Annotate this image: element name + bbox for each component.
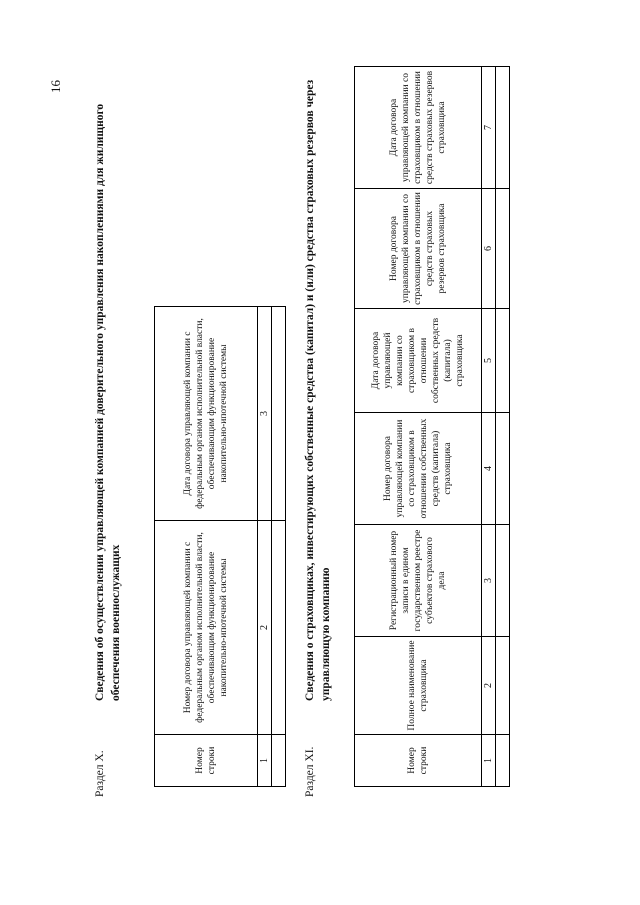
table-header-row (355, 67, 482, 787)
section-x-number: Раздел X. (94, 750, 106, 797)
column-numbers-row (482, 67, 496, 787)
column-number: 2 (258, 521, 272, 735)
table-cell (496, 525, 510, 637)
column-number: 6 (482, 189, 496, 309)
column-header-reserves-contract-date: Дата договора управляющей компании со страховщиком в отношении средств страховых резервов страховщика (355, 67, 482, 189)
table-cell (496, 309, 510, 413)
section-xi-title: Сведения о страховщиках, инвестирующих собственные средства (капитал) и (или) средства страховых резервов через управляющую компанию (304, 79, 332, 701)
column-number: 7 (482, 67, 496, 189)
section-x (92, 67, 270, 797)
empty-data-row (272, 307, 286, 787)
column-header-row-number: Номер строки (355, 735, 482, 787)
section-x-title: Сведения об осуществлении управляющей компанией доверительного управления накоплениями для жилищного обеспечения военнослужащих (94, 103, 122, 701)
section-xi-number: Раздел XI. (304, 746, 316, 797)
column-header-reserves-contract-number: Номер договора управляющей компании со страховщиком в отношении средств страховых резервов страховщика (355, 189, 482, 309)
section-x-table (154, 306, 286, 787)
empty-data-row (496, 67, 510, 787)
column-header-registration-number: Регистрационный номер записи в едином государственном реестре субъектов страхового дела (355, 525, 482, 637)
table-cell (272, 521, 286, 735)
column-header-contract-number: Номер договора управляющей компании с федеральным органом исполнительной власти, обеспечивающим функционирование накопительно-ипотечной системы (155, 521, 258, 735)
section-x-heading (92, 67, 124, 797)
column-header-contract-date: Дата договора управляющей компании с федеральным органом исполнительной власти, обеспечивающим функционирование накопительно-ипотечной системы (155, 307, 258, 521)
page-number: 16 (48, 80, 63, 93)
column-number: 1 (482, 735, 496, 787)
section-xi-table (354, 66, 510, 787)
column-number: 5 (482, 309, 496, 413)
column-header-own-funds-contract-number: Номер договора управляющей компании со страховщиком в отношении собственных средств (капитала) страховщика (355, 413, 482, 525)
column-number: 1 (258, 735, 272, 787)
table-cell (496, 413, 510, 525)
table-cell (496, 189, 510, 309)
column-numbers-row (258, 307, 272, 787)
column-header-row-number: Номер строки (155, 735, 258, 787)
table-cell (272, 735, 286, 787)
column-number: 3 (258, 307, 272, 521)
table-cell (272, 307, 286, 521)
table-header-row (155, 307, 258, 787)
column-number: 3 (482, 525, 496, 637)
section-xi-heading (302, 55, 334, 797)
column-header-own-funds-contract-date: Дата договора управляющей компании со страховщиком в отношении собственных средств (капитала) страховщика (355, 309, 482, 413)
column-number: 2 (482, 637, 496, 735)
column-number: 4 (482, 413, 496, 525)
table-cell (496, 735, 510, 787)
section-xi (302, 55, 494, 797)
table-cell (496, 67, 510, 189)
column-header-insurer-name: Полное наименование страховщика (355, 637, 482, 735)
table-cell (496, 637, 510, 735)
